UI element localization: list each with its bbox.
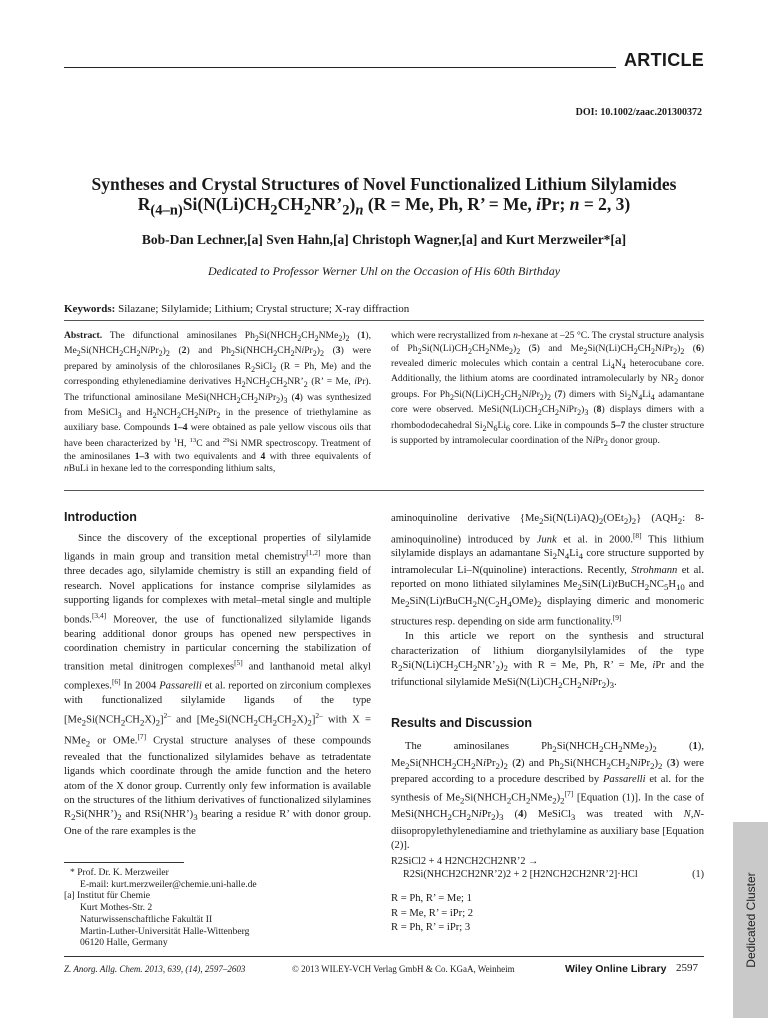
keywords-text: Silazane; Silylamide; Lithium; Crystal structure; X-ray diffraction bbox=[118, 303, 410, 315]
journal-citation-text: Z. Anorg. Allg. Chem. 2013, 639, (14), 2597–2603 bbox=[64, 964, 246, 974]
header-rule bbox=[64, 67, 616, 68]
footnote-email[interactable]: E-mail: kurt.merzweiler@chemie.uni-halle.de bbox=[80, 878, 257, 890]
title-line-1: Syntheses and Crystal Structures of Novel Functionalized Lithium Silylamides bbox=[91, 174, 677, 194]
keywords bbox=[64, 303, 409, 315]
section-heading-results: Results and Discussion bbox=[391, 716, 533, 730]
footnote-rule bbox=[64, 862, 184, 863]
page-title bbox=[40, 174, 728, 221]
footnote-address: Naturwissenschaftliche Fakultät II bbox=[80, 913, 213, 925]
side-tab-label: Dedicated Cluster bbox=[743, 872, 758, 968]
title-fragment: ) bbox=[349, 194, 356, 214]
list-item: R = Ph, R’ = Me; 1 bbox=[391, 893, 472, 904]
results-body: The aminosilanes $Ph_2Si(NHCH_2CH_2NMe_2)_2$ (1), $Me_2Si(NHCH_2CH_2NiPr_2)_2$ (2) and $Ph_2Si(NHCH_2CH_2NiPr_2)_2$ (3) were prepared according to a procedure described by Passarelli et al. for the synthesis of $Me_2Si(NHCH_2CH_2NMe_2)_2[7]$ [Equation (1)]. In the case of $MeSi(NHCH_2CH_2NiPr_2)_3$ (4) MeSiCl$_3$ was treated with N,N-diisopropylethylenediamine and triethylamine as auxiliary base [Equation (2)]. bbox=[391, 741, 705, 852]
title-fragment: i bbox=[536, 194, 542, 214]
equation-1 bbox=[391, 855, 704, 881]
footnotes bbox=[64, 867, 374, 949]
dedication: Dedicated to Professor Werner Uhl on the Occasion of His 60th Birthday bbox=[207, 264, 561, 278]
footnote-affiliation: [a] Institut für Chemie bbox=[64, 890, 151, 902]
copyright-notice: © 2013 WILEY-VCH Verlag GmbH & Co. KGaA, Weinheim bbox=[292, 964, 515, 974]
footnote-address: Kurt Mothes-Str. 2 bbox=[80, 902, 153, 914]
title-fragment: n bbox=[569, 194, 580, 214]
list-item: R = Ph, R’ = iPr; 3 bbox=[391, 922, 471, 933]
introduction-body-continued: aminoquinoline derivative $\{Me_2Si(N(Li)AQ)_2(OEt_2)_2\}$ ($AQH_2$: 8-aminoquinoline) introduced by Junk et al. in 2000.[8] This lithium silylamide displays an adamantane $Si_2N_4Li_4$ core structure supported by intramolecular Li–N(quinoline) interactions. Recently, Strohmann et al. reported on mono lithiated silylamines $Me_2SiN(Li)tBuCH_2NC_5H_{10}$ and $Me_2SiN(Li)tBuCH_2N(C_2H_4OMe)_2$ displaying dimeric and monomeric structures resp. depending on side arm functionality.[9] In this article we report on the synthesis and structural characterization of lithium diorganylsilylamides of the type $R_2Si(N(Li)CH_2CH_2NR’_2)_2$ with R = Me, Ph, R’ = Me, iPr and the trifunctional silylamide $MeSi(N(Li)CH_2CH_2NiPr_2)_3$. bbox=[391, 513, 705, 690]
title-fragment: (4–n) bbox=[150, 202, 183, 219]
title-fragment: CH bbox=[277, 194, 304, 214]
abstract-right-column: which were recrystallized from n-hexane at –25 °C. The crystal structure analysis of $Ph_2Si(N(Li)CH_2CH_2NMe_2)_2$ (5) and $Me_2Si(N(Li)CH_2CH_2NiPr_2)_2$ (6) revealed dimeric molecules which contain a central $Li_4N_4$ heterocubane core. Additionally, the lithium atoms are coordinated intramolecularly by $NR_2$ donor groups. For $Ph_2Si(N(Li)CH_2CH_2NiPr_2)_2$ (7) dimers with $Si_2N_4Li_4$ adamantane core were observed. $MeSi(N(Li)CH_2CH_2NiPr_2)_3$ (8) displays dimers with a rhombododecahedral $Si_2N_6Li_6$ core. Like in compounds 5–7 the cluster structure is supported by intramolecular coordination of the NiPr$_2$ donor group. bbox=[391, 330, 705, 448]
page-number: 2597 bbox=[676, 962, 698, 974]
title-fragment: Si(N(Li)CH bbox=[182, 194, 271, 214]
title-fragment: = 2, 3) bbox=[579, 194, 631, 214]
title-fragment: 2 bbox=[342, 202, 350, 219]
abstract-top-rule bbox=[64, 320, 704, 321]
footnote-address: Martin-Luther-Universität Halle-Wittenberg bbox=[80, 925, 250, 937]
title-fragment: 2 bbox=[270, 202, 278, 219]
title-fragment: R bbox=[137, 194, 151, 214]
title-fragment: (R = Me, Ph, R’ = Me, bbox=[363, 194, 537, 214]
title-line-2 bbox=[40, 194, 728, 221]
equation-line-2: R2Si(NHCH2CH2NR’2)2 + 2 [H2NCH2CH2NR’2]·HCl bbox=[403, 869, 638, 880]
introduction-body: Since the discovery of the exceptional properties of silylamide ligands in main group and transition metal chemistry[1,2] more than three decades ago, silylamide chemistry is still an expanding field of research. Novel applications for instance comprise silylamides as supporting ligands for complexes with metal–metal single and multiple bonds.[3,4] Moreover, the use of functionalized silylamide ligands bearing additional donor groups has opened new perspectives in coordination chemistry in particular concerning the stabilization of transition metal dinitrogen complexes[5] and lanthanoid metal alkyl complexes.[6] In 2004 Passarelli et al. reported on zirconium complexes with functionalized silylamide ligands of the type $[Me_2Si(NCH_2CH_2X)_2]^{2-}$ and $[Me_2Si(NCH_2CH_2CH_2X)_2]^{2-}$ with X = NMe$_2$ or OMe.[7] Crystal structure analyses of these compounds revealed that the functionalized silylamides behave as tetradentate ligands which coordinate through the amide function and the hetero atom of the X donor group. Currently only few information is available on the structures of the lithium derivatives of functionalized silylamines $R_2Si(NHR’)_2$ and $RSi(NHR’)_3$ bearing a residue R’ with donor group. One of the rare examples is the bbox=[64, 533, 371, 837]
title-fragment: 2 bbox=[303, 202, 312, 219]
equation-line-1: R2SiCl2 + 4 H2NCH2CH2NR’2 → bbox=[391, 856, 539, 867]
equation-number: (1) bbox=[692, 869, 704, 880]
article-section-label: ARTICLE bbox=[624, 50, 705, 70]
list-item: R = Me, R’ = iPr; 2 bbox=[391, 907, 474, 919]
footnote-corresponding: * Prof. Dr. K. Merzweiler bbox=[70, 867, 169, 878]
title-fragment: NR’ bbox=[311, 194, 343, 214]
doi-link[interactable]: DOI: 10.1002/zaac.201300372 bbox=[575, 107, 702, 118]
abstract-bottom-rule bbox=[64, 490, 704, 491]
journal-citation bbox=[64, 964, 245, 974]
footnote-address: 06120 Halle, Germany bbox=[80, 937, 168, 949]
section-heading-introduction: Introduction bbox=[64, 510, 137, 524]
side-tab bbox=[733, 822, 768, 1018]
keywords-label: Keywords: bbox=[64, 303, 116, 315]
abstract-left-column: Abstract. The difunctional aminosilanes $Ph_2Si(NHCH_2CH_2NMe_2)_2$ (1), $Me_2Si(NHCH_2CH_2NiPr_2)_2$ (2) and $Ph_2Si(NHCH_2CH_2NiPr_2)_2$ (3) were prepared by aminolysis of the chlorosilanes $R_2SiCl_2$ (R = Ph, Me) and the corresponding ethylenediamine derivatives $H_2NCH_2CH_2NR’_2$ (R’ = Me, iPr). The trifunctional aminosilane $MeSi(NHCH_2CH_2NiPr_2)_3$ (4) was synthesized from MeSiCl$_3$ and $H_2NCH_2CH_2NiPr_2$ in the presence of triethylamine as auxiliary base. Compounds 1–4 were obtained as pale yellow viscous oils that have been characterized by $^1$H, $^{13}$C and $^{29}$Si NMR spectroscopy. Treatment of the aminosilanes 1–3 with two equivalents and 4 with three equivalents of nBuLi in hexane led to the corresponding lithium salts, bbox=[64, 330, 372, 475]
title-fragment: n bbox=[355, 202, 364, 219]
footer-rule bbox=[64, 956, 704, 957]
author-list: Bob-Dan Lechner,[a] Sven Hahn,[a] Christoph Wagner,[a] and Kurt Merzweiler*[a] bbox=[141, 232, 627, 247]
wiley-online-library-logo[interactable]: Wiley Online Library bbox=[565, 963, 667, 975]
title-fragment: Pr; bbox=[541, 194, 570, 214]
substituent-list bbox=[391, 892, 473, 936]
